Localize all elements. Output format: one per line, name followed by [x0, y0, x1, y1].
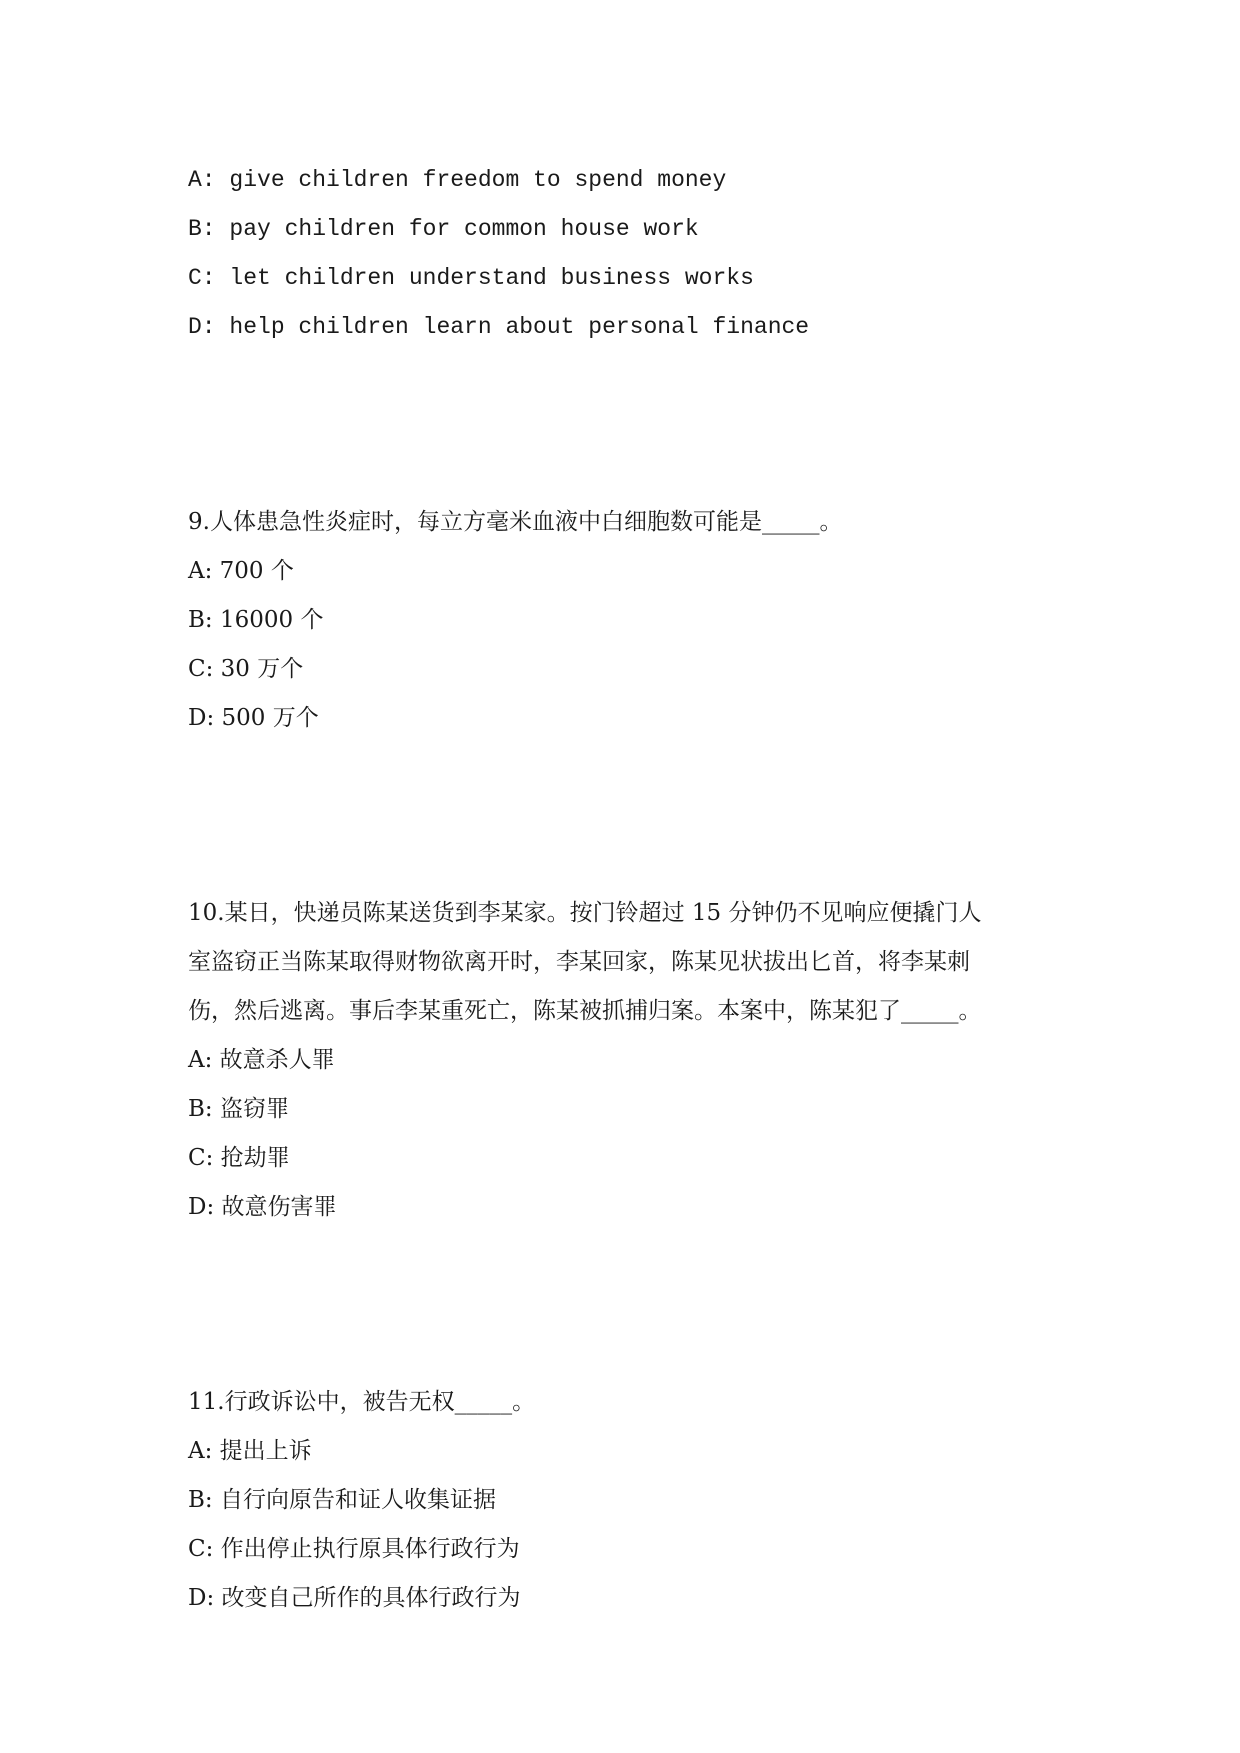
spacer: [188, 1232, 1068, 1378]
question-8-option-c: C: let children understand business works: [188, 265, 754, 291]
question-11-stem: 11.行政诉讼中，被告无权_____。: [188, 1389, 536, 1415]
question-11-option-b: B: 自行向原告和证人收集证据: [188, 1487, 496, 1513]
spacer: [188, 352, 1068, 498]
spacer: [188, 743, 1068, 889]
question-10-stem-line: 室盗窃正当陈某取得财物欲离开时，李某回家，陈某见状拔出匕首，将李某刺: [188, 949, 970, 975]
question-9-option-a: A: 700 个: [188, 558, 294, 584]
question-11: [188, 1378, 1068, 1623]
question-9-option-d: D: 500 万个: [188, 705, 319, 731]
question-10-option-a: A: 故意杀人罪: [188, 1047, 335, 1073]
question-8-option-d: D: help children learn about personal finance: [188, 314, 810, 340]
question-10-option-b: B: 盗窃罪: [188, 1096, 289, 1122]
question-8-option-a: A: give children freedom to spend money: [188, 167, 727, 193]
question-8-option-b: B: pay children for common house work: [188, 216, 699, 242]
question-8-options: [188, 156, 1068, 352]
document-content: [188, 156, 1068, 1623]
question-9-option-c: C: 30 万个: [188, 656, 304, 682]
question-10-stem-line: 伤，然后逃离。事后李某重死亡，陈某被抓捕归案。本案中，陈某犯了_____。: [188, 998, 982, 1024]
question-11-option-c: C: 作出停止执行原具体行政行为: [188, 1536, 520, 1562]
question-10-stem-line: 10.某日，快递员陈某送货到李某家。按门铃超过 15 分钟仍不见响应便撬门人: [188, 900, 982, 926]
question-10-option-c: C: 抢劫罪: [188, 1145, 290, 1171]
question-11-option-d: D: 改变自己所作的具体行政行为: [188, 1585, 521, 1611]
question-11-option-a: A: 提出上诉: [188, 1438, 312, 1464]
question-10-option-d: D: 故意伤害罪: [188, 1194, 337, 1220]
question-10: [188, 889, 1068, 1232]
question-9: [188, 498, 1068, 743]
question-9-option-b: B: 16000 个: [188, 607, 324, 633]
question-9-stem: 9.人体患急性炎症时，每立方毫米血液中白细胞数可能是_____。: [188, 509, 843, 535]
